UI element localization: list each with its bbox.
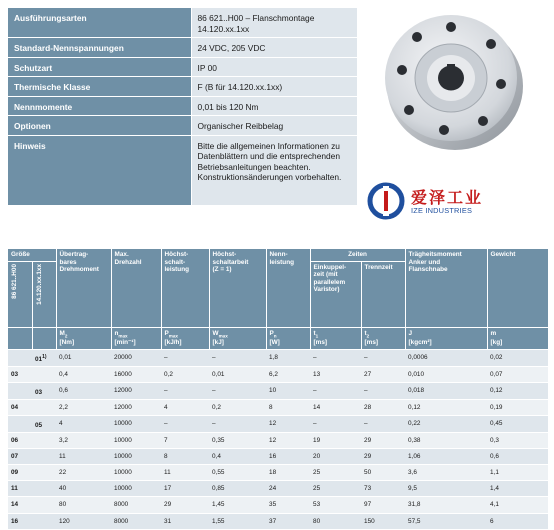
cell-a: 16 <box>8 513 32 529</box>
col-separate-header: Trennzeit <box>361 261 405 327</box>
cell-pn: 12 <box>266 432 310 448</box>
cell-p: 7 <box>161 432 209 448</box>
cell-n: 12000 <box>111 382 161 399</box>
spec-row <box>8 8 357 38</box>
symbol-engage: $t_1$ [ms] <box>310 327 361 349</box>
cell-p: 11 <box>161 464 209 480</box>
cell-w: – <box>209 415 266 432</box>
cell-t2: – <box>361 350 405 367</box>
table-row <box>8 513 548 529</box>
spec-row <box>8 38 357 58</box>
table-row <box>8 382 548 399</box>
cell-pn: 10 <box>266 382 310 399</box>
cell-b <box>32 448 56 464</box>
cell-b: 01$^{1)}$ <box>32 350 56 367</box>
symbol-rated: $P_n$ [W] <box>266 327 310 349</box>
cell-a: 09 <box>8 464 32 480</box>
cell-n: 10000 <box>111 432 161 448</box>
spec-value: 86 621..H00 – Flanschmontage 14.120.xx.1xx <box>191 8 357 38</box>
cell-m: 80 <box>56 497 111 513</box>
spec-value: Bitte die allgemeinen Informationen zu Datenblättern und die entsprechenden Betriebsanleitungen beachten. Konstruktionsänderungen vorbehalten. <box>191 135 357 205</box>
cell-t1: – <box>310 415 361 432</box>
cell-pn: 1,8 <box>266 350 310 367</box>
sym-blank <box>8 327 32 349</box>
cell-j: 0,018 <box>405 382 487 399</box>
cell-t1: 14 <box>310 399 361 415</box>
spec-value: 0,01 bis 120 Nm <box>191 96 357 116</box>
cell-t2: 28 <box>361 399 405 415</box>
cell-p: – <box>161 415 209 432</box>
symbol-weight: m [kg] <box>487 327 548 349</box>
cell-t1: – <box>310 382 361 399</box>
clutch-product-image <box>377 4 527 154</box>
cell-t1: 80 <box>310 513 361 529</box>
cell-p: 0,2 <box>161 366 209 382</box>
col-inertia-header: Trägheitsmoment Anker und Flanschnabe <box>405 249 487 327</box>
cell-p: 17 <box>161 481 209 497</box>
cell-kg: 0,12 <box>487 382 548 399</box>
logo-chinese-name: 爱泽工业 <box>411 188 484 207</box>
spec-label: Ausführungsarten <box>8 8 191 38</box>
cell-b <box>32 481 56 497</box>
cell-a: 14 <box>8 497 32 513</box>
symbol-torque: $M_2$ [Nm] <box>56 327 111 349</box>
cell-pn: 12 <box>266 415 310 432</box>
sym-blank <box>32 327 56 349</box>
cell-b <box>32 432 56 448</box>
cell-pn: 6,2 <box>266 366 310 382</box>
cell-j: 0,0006 <box>405 350 487 367</box>
table-row <box>8 481 548 497</box>
spec-label: Schutzart <box>8 57 191 77</box>
symbol-inertia: J [kgcm²] <box>405 327 487 349</box>
cell-n: 12000 <box>111 399 161 415</box>
cell-w: 0,01 <box>209 366 266 382</box>
spec-value: IP 00 <box>191 57 357 77</box>
spec-value: Organischer Reibbelag <box>191 116 357 136</box>
technical-data-table <box>8 249 549 530</box>
table-row <box>8 448 548 464</box>
symbol-power: $P_{max}$ [kJ/h] <box>161 327 209 349</box>
cell-a <box>8 382 32 399</box>
cell-kg: 1,4 <box>487 481 548 497</box>
cell-n: 20000 <box>111 350 161 367</box>
cell-t1: 13 <box>310 366 361 382</box>
cell-j: 0,010 <box>405 366 487 382</box>
table-row <box>8 350 548 367</box>
cell-kg: 0,19 <box>487 399 548 415</box>
cell-b <box>32 399 56 415</box>
cell-t2: – <box>361 415 405 432</box>
cell-a: 04 <box>8 399 32 415</box>
cell-t2: 150 <box>361 513 405 529</box>
spec-label: Standard-Nennspannungen <box>8 38 191 58</box>
table-row <box>8 415 548 432</box>
cell-w: 1,55 <box>209 513 266 529</box>
cell-w: 0,85 <box>209 481 266 497</box>
cell-m: 120 <box>56 513 111 529</box>
cell-b <box>32 366 56 382</box>
col-rated-header: Nenn- leistung <box>266 249 310 327</box>
table-row <box>8 366 548 382</box>
spec-value: 24 VDC, 205 VDC <box>191 38 357 58</box>
spec-label: Nennmomente <box>8 96 191 116</box>
spec-row <box>8 116 357 136</box>
cell-b: 05 <box>32 415 56 432</box>
spec-row <box>8 135 357 205</box>
cell-pn: 18 <box>266 464 310 480</box>
company-logo <box>368 183 528 223</box>
cell-t2: 29 <box>361 432 405 448</box>
symbol-separate: $t_2$ [ms] <box>361 327 405 349</box>
symbol-work: $W_{max}$ [kJ] <box>209 327 266 349</box>
cell-a: 03 <box>8 366 32 382</box>
logo-english-name: IZE INDUSTRIES <box>411 206 473 215</box>
cell-t1: 25 <box>310 464 361 480</box>
spec-label: Optionen <box>8 116 191 136</box>
cell-t1: – <box>310 350 361 367</box>
cell-t1: 53 <box>310 497 361 513</box>
cell-p: 8 <box>161 448 209 464</box>
group-size-header: Größe <box>8 249 56 261</box>
col-power-header: Höchst- schalt- leistung <box>161 249 209 327</box>
cell-kg: 1,1 <box>487 464 548 480</box>
cell-w: 0,2 <box>209 399 266 415</box>
cell-t2: 97 <box>361 497 405 513</box>
cell-n: 10000 <box>111 481 161 497</box>
table-row <box>8 464 548 480</box>
cell-j: 0,22 <box>405 415 487 432</box>
cell-p: 4 <box>161 399 209 415</box>
cell-kg: 0,45 <box>487 415 548 432</box>
cell-t1: 25 <box>310 481 361 497</box>
col-weight-header: Gewicht <box>487 249 548 327</box>
cell-w: 0,55 <box>209 464 266 480</box>
cell-n: 10000 <box>111 448 161 464</box>
cell-b <box>32 464 56 480</box>
cell-t1: 19 <box>310 432 361 448</box>
spec-value: F (B für 14.120.xx.1xx) <box>191 77 357 97</box>
cell-t2: 73 <box>361 481 405 497</box>
cell-j: 0,38 <box>405 432 487 448</box>
cell-kg: 6 <box>487 513 548 529</box>
cell-p: 29 <box>161 497 209 513</box>
cell-n: 10000 <box>111 464 161 480</box>
cell-j: 0,12 <box>405 399 487 415</box>
spec-row <box>8 57 357 77</box>
cell-m: 11 <box>56 448 111 464</box>
cell-b <box>32 497 56 513</box>
cell-pn: 35 <box>266 497 310 513</box>
cell-a: 11 <box>8 481 32 497</box>
cell-p: 31 <box>161 513 209 529</box>
cell-t1: 20 <box>310 448 361 464</box>
cell-j: 31,8 <box>405 497 487 513</box>
cell-b: 03 <box>32 382 56 399</box>
spec-row <box>8 77 357 97</box>
spec-label: Hinweis <box>8 135 191 205</box>
cell-j: 3,6 <box>405 464 487 480</box>
cell-p: – <box>161 382 209 399</box>
cell-pn: 37 <box>266 513 310 529</box>
spec-table <box>8 8 357 206</box>
cell-pn: 16 <box>266 448 310 464</box>
cell-b <box>32 513 56 529</box>
cell-w: – <box>209 350 266 367</box>
cell-m: 22 <box>56 464 111 480</box>
col-size-b-header: 14.120.xx.1xx <box>32 261 56 327</box>
cell-a <box>8 350 32 367</box>
cell-m: 2,2 <box>56 399 111 415</box>
cell-n: 16000 <box>111 366 161 382</box>
cell-a: 06 <box>8 432 32 448</box>
cell-w: – <box>209 382 266 399</box>
cell-t2: 29 <box>361 448 405 464</box>
cell-j: 1,06 <box>405 448 487 464</box>
cell-kg: 0,07 <box>487 366 548 382</box>
cell-kg: 0,02 <box>487 350 548 367</box>
cell-n: 10000 <box>111 415 161 432</box>
cell-kg: 0,6 <box>487 448 548 464</box>
table-row <box>8 497 548 513</box>
cell-m: 3,2 <box>56 432 111 448</box>
col-speed-header: Max. Drehzahl <box>111 249 161 327</box>
cell-m: 0,6 <box>56 382 111 399</box>
spec-row <box>8 96 357 116</box>
symbol-row <box>8 327 548 349</box>
symbol-speed: $n_{max}$ [min⁻¹] <box>111 327 161 349</box>
col-size-a-header: 86 621..H00 <box>8 261 32 327</box>
cell-pn: 24 <box>266 481 310 497</box>
cell-t2: 50 <box>361 464 405 480</box>
cell-m: 0,01 <box>56 350 111 367</box>
cell-kg: 0,3 <box>487 432 548 448</box>
cell-a <box>8 415 32 432</box>
cell-p: – <box>161 350 209 367</box>
cell-m: 0,4 <box>56 366 111 382</box>
cell-a: 07 <box>8 448 32 464</box>
col-work-header: Höchst- schaltarbeit (Z = 1) <box>209 249 266 327</box>
table-row <box>8 399 548 415</box>
cell-t2: – <box>361 382 405 399</box>
spec-label: Thermische Klasse <box>8 77 191 97</box>
col-torque-header: Übertrag- bares Drehmoment <box>56 249 111 327</box>
cell-pn: 8 <box>266 399 310 415</box>
cell-m: 4 <box>56 415 111 432</box>
cell-j: 57,5 <box>405 513 487 529</box>
cell-w: 0,35 <box>209 432 266 448</box>
group-times-header: Zeiten <box>310 249 405 261</box>
table-row <box>8 432 548 448</box>
cell-w: 1,45 <box>209 497 266 513</box>
cell-w: 0,4 <box>209 448 266 464</box>
cell-j: 9,5 <box>405 481 487 497</box>
cell-kg: 4,1 <box>487 497 548 513</box>
col-engage-header: Einkuppel- zeit (mit parallelem Varistor) <box>310 261 361 327</box>
ize-logo-icon <box>368 183 404 219</box>
cell-t2: 27 <box>361 366 405 382</box>
cell-m: 40 <box>56 481 111 497</box>
cell-n: 8000 <box>111 513 161 529</box>
cell-n: 8000 <box>111 497 161 513</box>
